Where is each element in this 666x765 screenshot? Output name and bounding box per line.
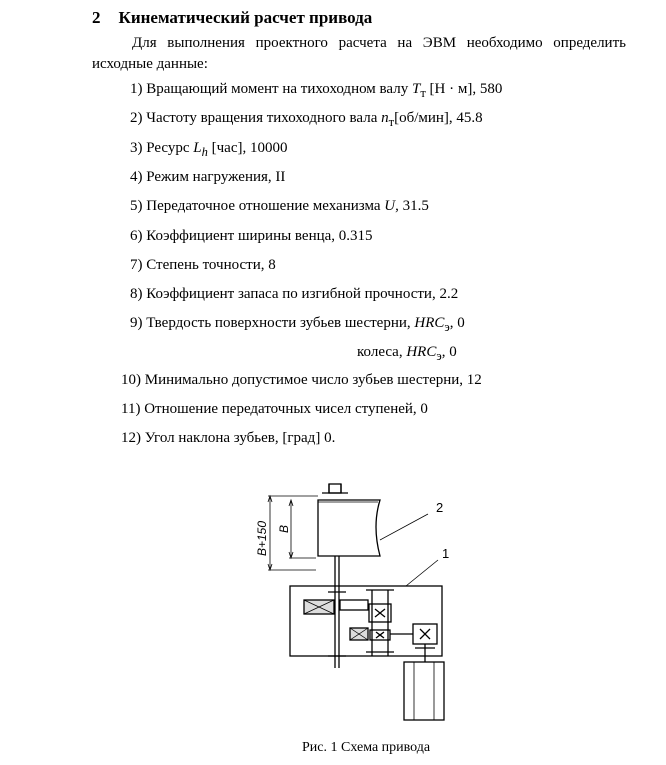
list-item-8: 8) Коэффициент запаса по изгибной прочности, 2.2 (130, 286, 459, 302)
list-item-9-wheel: колеса, $HRC_э$, 0 (357, 344, 457, 363)
list-item-4: 4) Режим нагружения, II (130, 169, 286, 185)
list-item-9: 9) Твердость поверхности зубьев шестерни, $HRC_э$, 0 (130, 315, 465, 334)
list-item-3: 3) Ресурс $L_h$ [час], 10000 (130, 140, 288, 159)
list-item-2: 2) Частоту вращения тихоходного вала $n_т[об/мин]$, 45.8 (130, 110, 483, 129)
list-item-10: 10) Минимально допустимое число зубьев шестерни, 12 (121, 372, 482, 388)
list-item-1: 1) Вращающий момент на тихоходном валу $T_т$ [Н · м], 580 (130, 81, 503, 100)
intro-text: Для выполнения проектного расчета на ЭВМ необходимо определить исходные данные: (92, 35, 626, 72)
dim-inner-label: B (277, 524, 291, 533)
list-item-5: 5) Передаточное отношение механизма U, 31.5 (130, 198, 429, 214)
callout-2: 2 (436, 500, 444, 515)
section-title: Кинематический расчет привода (118, 8, 373, 27)
list-item-11: 11) Отношение передаточных чисел ступеней, 0 (121, 401, 428, 417)
list-item-7: 7) Степень точности, 8 (130, 257, 276, 273)
dim-outer-label: B+150 (255, 520, 269, 556)
list-item-6: 6) Коэффициент ширины венца, 0.315 (130, 228, 373, 244)
section-number: 2 (92, 8, 101, 27)
list-item-12: 12) Угол наклона зубьев, [град] 0. (121, 430, 336, 446)
callout-1: 1 (442, 546, 450, 561)
figure-caption: Рис. 1 Схема привода (302, 740, 431, 755)
